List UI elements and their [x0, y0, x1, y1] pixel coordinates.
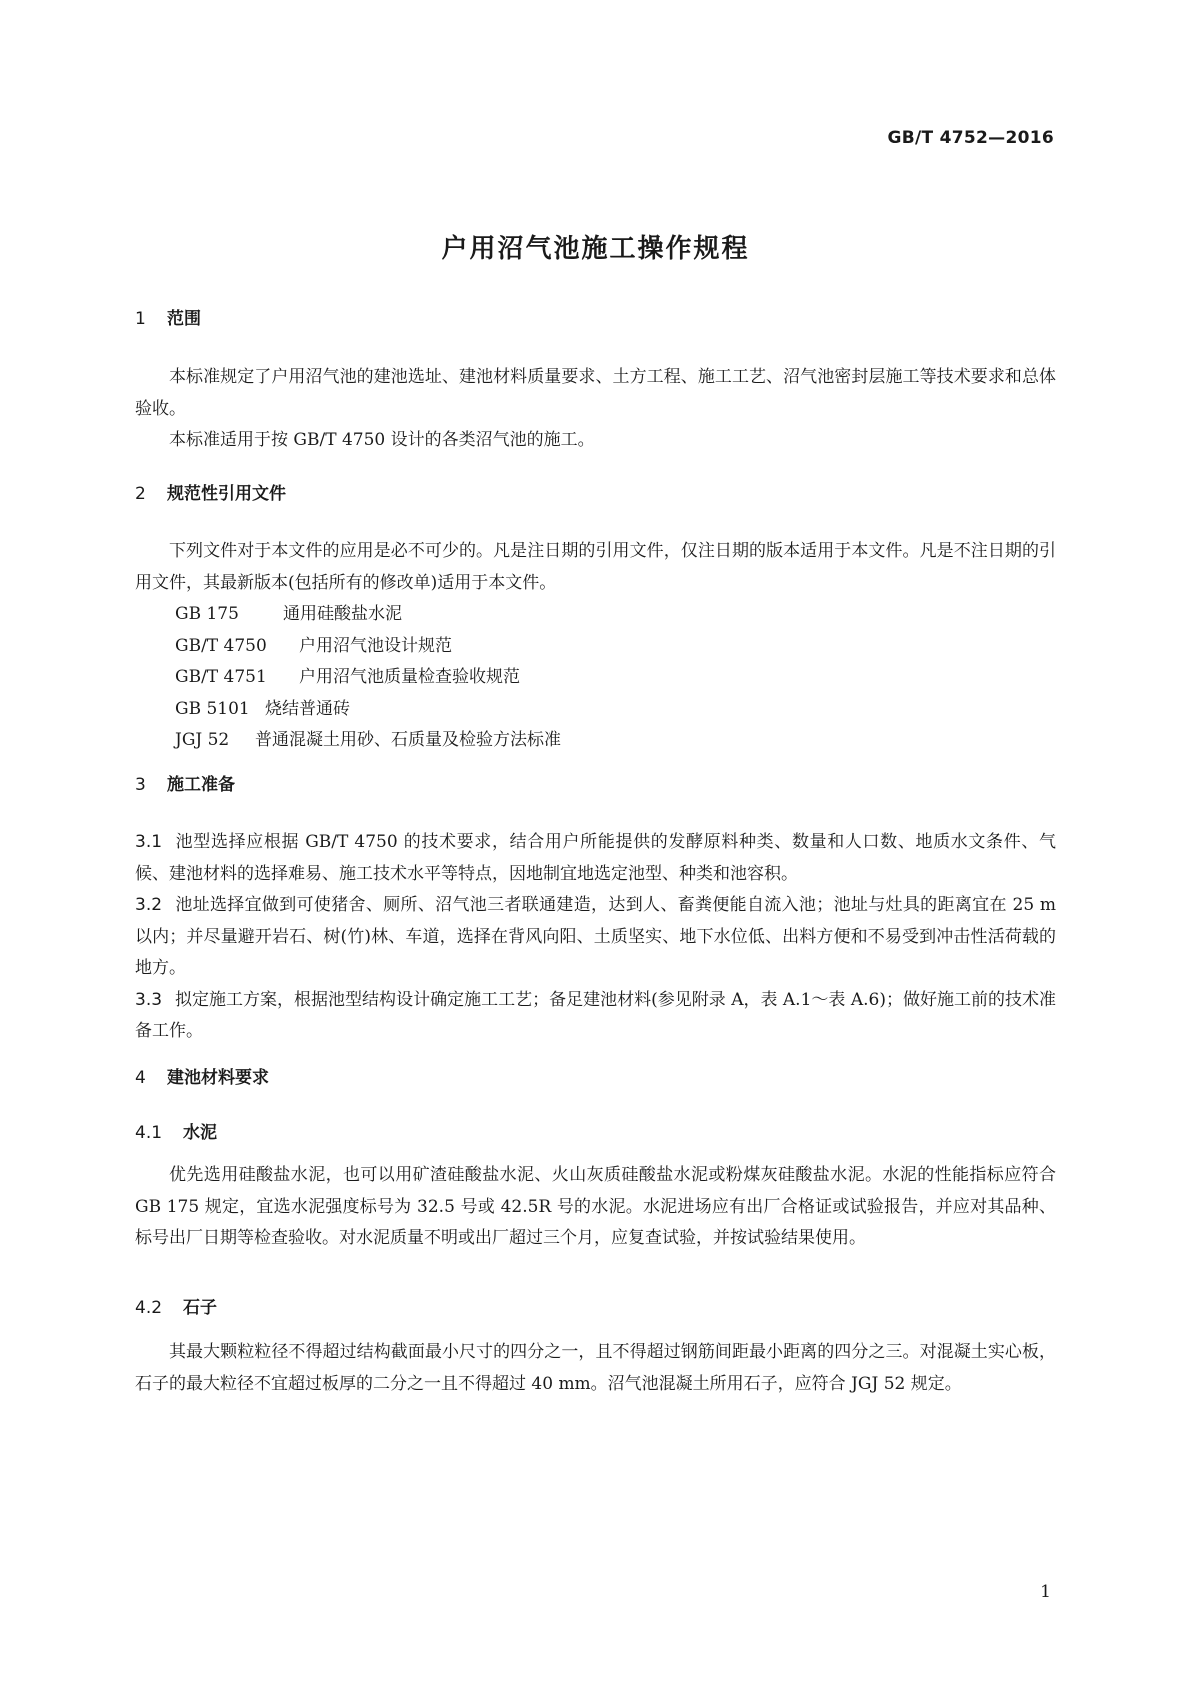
- section-number: 4: [135, 1068, 146, 1088]
- section-title: 施工准备: [167, 775, 235, 795]
- section-4-1-body: [135, 1160, 1056, 1255]
- clause-3-3: [135, 985, 1056, 1048]
- reference-code: JGJ 52: [175, 730, 230, 750]
- reference-item: [135, 599, 1056, 631]
- section-title: 规范性引用文件: [167, 484, 286, 504]
- section-title: 建池材料要求: [167, 1068, 269, 1088]
- reference-item: [135, 631, 1056, 663]
- clause-3-1: [135, 827, 1056, 890]
- clause-number: 3.2: [135, 895, 163, 915]
- reference-name: 烧结普通砖: [265, 698, 350, 719]
- subsection-number: 4.1: [135, 1123, 163, 1143]
- section-3-body: [135, 827, 1056, 1048]
- page-number: 1: [1040, 1582, 1051, 1602]
- reference-name: 户用沼气池设计规范: [299, 635, 452, 656]
- section-4-1-heading: [135, 1119, 1056, 1147]
- subsection-number: 4.2: [135, 1298, 163, 1318]
- reference-name: 普通混凝土用砂、石质量及检验方法标准: [255, 730, 561, 750]
- section-number: 1: [135, 309, 146, 329]
- section-2-heading: [135, 480, 1056, 508]
- section-4-2-heading: [135, 1294, 1056, 1322]
- reference-code: GB/T 4750: [175, 635, 267, 656]
- section-number: 2: [135, 484, 146, 504]
- section-2-body: [135, 536, 1056, 757]
- paragraph: 其最大颗粒粒径不得超过结构截面最小尺寸的四分之一，且不得超过钢筋间距最小距离的四分之三。对混凝土实心板，石子的最大粒径不宜超过板厚的二分之一且不得超过 40 mm。沼气池混凝土所用石子，应符合 JGJ 52 规定。: [135, 1342, 1056, 1394]
- document-code: GB/T 4752—2016: [887, 128, 1054, 148]
- subsection-title: 石子: [183, 1298, 217, 1318]
- paragraph: 下列文件对于本文件的应用是必不可少的。凡是注日期的引用文件，仅注日期的版本适用于本文件。凡是不注日期的引用文件，其最新版本(包括所有的修改单)适用于本文件。: [135, 541, 1056, 593]
- clause-text: 池型选择应根据 GB/T 4750 的技术要求，结合用户所能提供的发酵原料种类、数量和人口数、地质水文条件、气候、建池材料的选择难易、施工技术水平等特点，因地制宜地选定池型、种类和池容积。: [135, 832, 1056, 884]
- section-number: 3: [135, 775, 146, 795]
- paragraph: 本标准适用于按 GB/T 4750 设计的各类沼气池的施工。: [169, 430, 595, 450]
- reference-name: 户用沼气池质量检查验收规范: [299, 667, 520, 687]
- reference-code: GB 175: [175, 604, 239, 624]
- section-1-body: [135, 362, 1056, 457]
- reference-code: GB/T 4751: [175, 667, 267, 687]
- clause-text: 拟定施工方案，根据池型结构设计确定施工工艺；备足建池材料(参见附录 A，表 A.1～表 A.6)；做好施工前的技术准备工作。: [135, 989, 1056, 1041]
- document-title: 户用沼气池施工操作规程: [441, 234, 750, 264]
- paragraph: 优先选用硅酸盐水泥，也可以用矿渣硅酸盐水泥、火山灰质硅酸盐水泥或粉煤灰硅酸盐水泥。水泥的性能指标应符合 GB 175 规定，宜选水泥强度标号为 32.5 号或 42.5R 号的水泥。水泥进场应有出厂合格证或试验报告，并应对其品种、标号出厂日期等检查验收。对水泥质量不明或出厂超过三个月，应复查试验，并按试验结果使用。: [135, 1165, 1056, 1248]
- reference-code: GB 5101: [175, 698, 250, 719]
- clause-3-2: [135, 890, 1056, 985]
- clause-text: 池址选择宜做到可使猪舍、厕所、沼气池三者联通建造，达到人、畜粪便能自流入池；池址与灶具的距离宜在 25 m 以内；并尽量避开岩石、树(竹)林、车道，选择在背风向阳、土质坚实、地下水位低、出料方便和不易受到冲击性活荷载的地方。: [135, 895, 1056, 978]
- section-4-heading: [135, 1064, 1056, 1092]
- reference-item: [135, 694, 1056, 726]
- section-1-heading: [135, 305, 1056, 333]
- clause-number: 3.3: [135, 989, 163, 1010]
- reference-item: [135, 725, 1056, 757]
- section-3-heading: [135, 771, 1056, 799]
- reference-item: [135, 662, 1056, 694]
- section-title: 范围: [167, 309, 201, 329]
- section-4-2-body: [135, 1337, 1056, 1400]
- clause-number: 3.1: [135, 832, 163, 852]
- paragraph: 本标准规定了户用沼气池的建池选址、建池材料质量要求、土方工程、施工工艺、沼气池密封层施工等技术要求和总体验收。: [135, 367, 1056, 419]
- subsection-title: 水泥: [183, 1123, 217, 1143]
- reference-name: 通用硅酸盐水泥: [283, 604, 402, 624]
